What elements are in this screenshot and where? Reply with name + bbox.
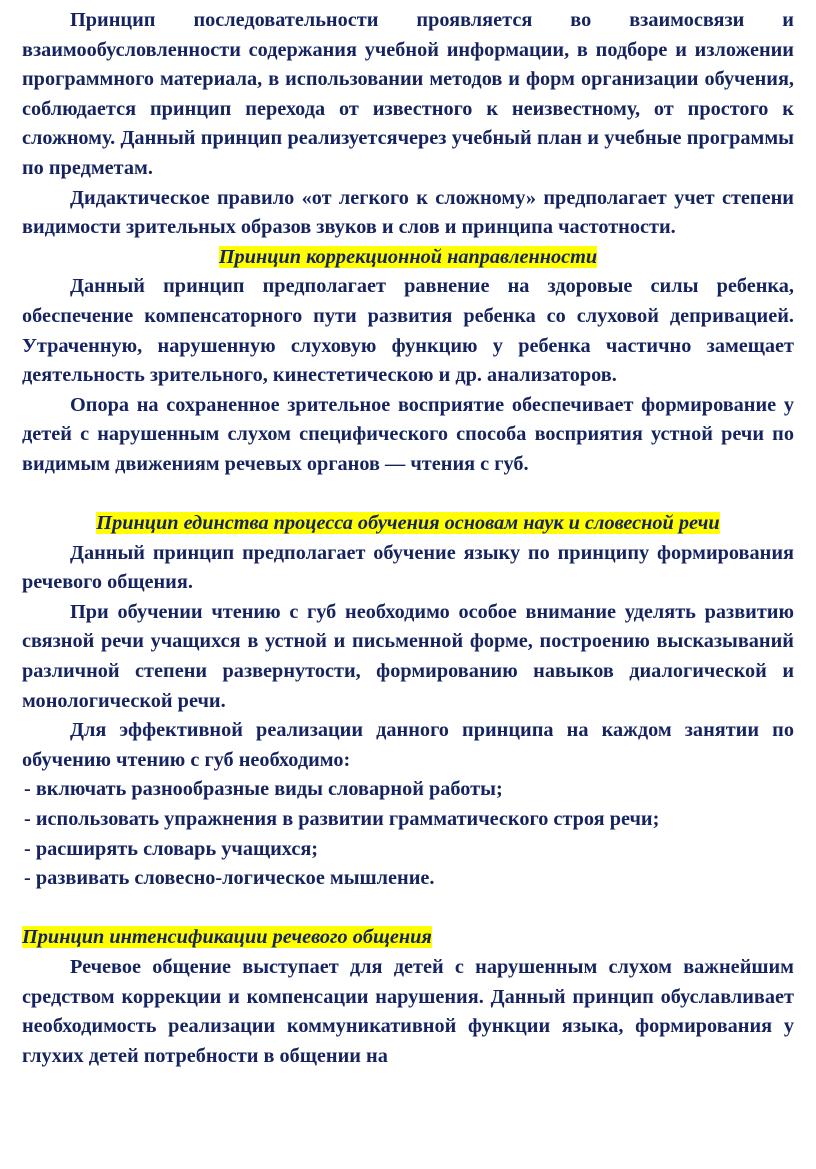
paragraph-visual-perception: Опора на сохраненное зрительное восприятие обеспечивает формирование у детей с нарушенным слухом специфического способа восприятия устной речи по видимым движениям речевых органов — чтения с губ. [22, 393, 794, 475]
list-item: - включать разнообразные виды словарной работы; [24, 778, 503, 801]
list-item: - использовать упражнения в развитии грамматического строя речи; [24, 808, 660, 831]
heading-highlight: Принцип единства процесса обучения основам наук и словесной речи [96, 512, 720, 535]
paragraph-lip-reading: При обучении чтению с губ необходимо особое внимание уделять развитию связной речи учащихся в устной и письменной форме, построению высказываний различной степени развернутости, формированию навыков диалогической и монологической речи. [22, 600, 794, 712]
paragraph-unity-principle: Данный принцип предполагает обучение языку по принципу формирования речевого общения. [22, 541, 794, 594]
heading-unity-principle [22, 509, 794, 539]
list-item: - расширять словарь учащихся; [24, 837, 319, 860]
heading-intensification-principle [22, 923, 794, 953]
paragraph-didactic-rule: Дидактическое правило «от легкого к сложному» предполагает учет степени видимости зрительных образов звуков и слов и принципа частотности. [22, 186, 794, 239]
heading-correction-principle [22, 243, 794, 273]
spacer [22, 894, 794, 924]
paragraph-correction-principle: Данный принцип предполагает равнение на здоровые силы ребенка, обеспечение компенсаторного пути развития ребенка со слуховой депривацией. Утраченную, нарушенную слуховую функцию у ребенка частично замещает деятельность зрительного, кинестетическою и др. анализаторов. [22, 275, 794, 387]
paragraph-sequence-principle: Принцип последовательности проявляется во взаимосвязи и взаимообусловленности содержания учебной информации, в подборе и изложении программного материала, в использовании методов и форм организации обучения, соблюдается принцип перехода от известного к неизвестному, от простого к сложному. Данный принцип реализуетсячерез учебный план и учебные программы по предметам. [22, 9, 794, 179]
requirements-list [22, 775, 794, 893]
heading-highlight: Принцип интенсификации речевого общения [22, 926, 432, 949]
list-item: - развивать словесно-логическое мышление. [24, 867, 435, 890]
spacer [22, 480, 794, 510]
paragraph-speech-communication: Речевое общение выступает для детей с нарушенным слухом важнейшим средством коррекции и компенсации нарушения. Данный принцип обуславливает необходимость реализации коммуникативной функции языка, формирования у глухих детей потребности в общении на [22, 956, 794, 1067]
heading-highlight: Принцип коррекционной направленности [218, 245, 598, 268]
paragraph-implementation: Для эффективной реализации данного принципа на каждом занятии по обучению чтению с губ необходимо: [22, 719, 794, 771]
